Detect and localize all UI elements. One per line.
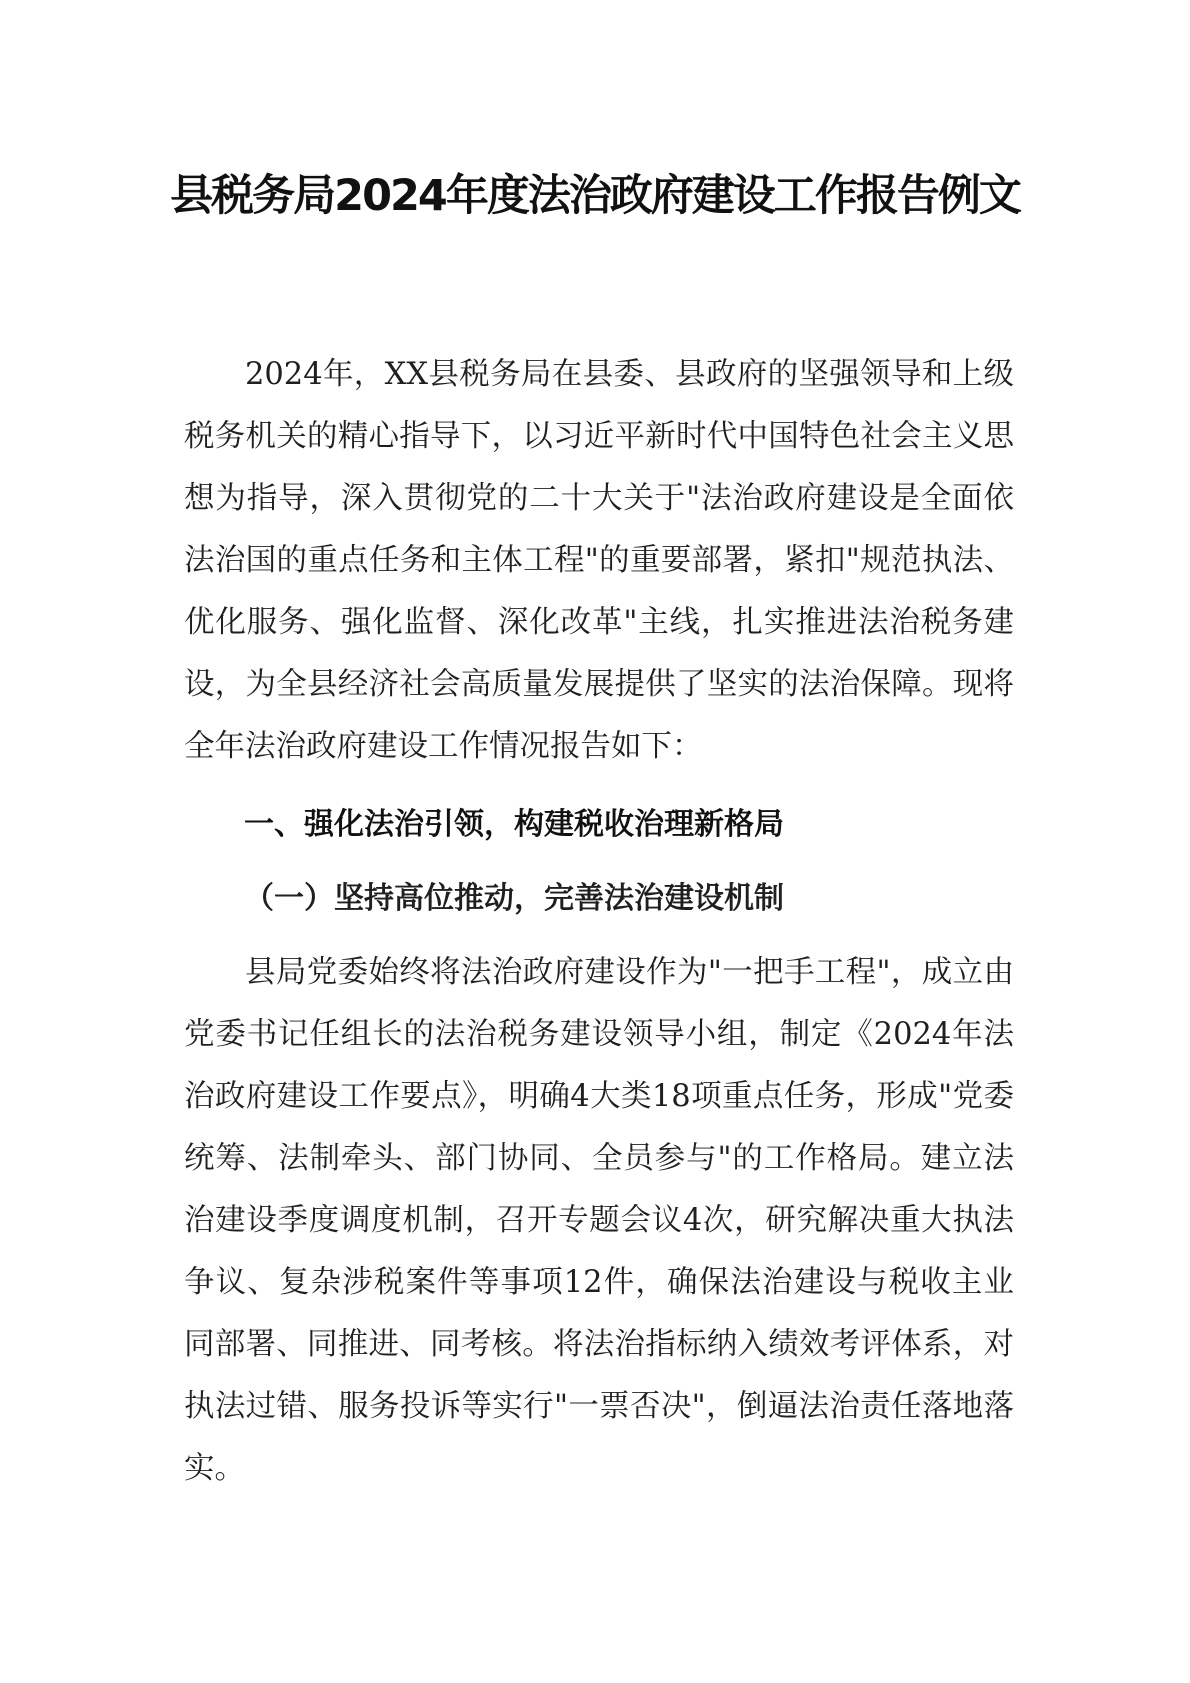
- section-heading: 一、强化法治引领，构建税收治理新格局: [244, 807, 784, 842]
- document-title: 县税务局2024年度法治政府建设工作报告例文: [170, 171, 1020, 221]
- intro-paragraph: 2024年，XX县税务局在县委、县政府的坚强领导和上级税务机关的精心指导下，以习近平新时代中国特色社会主义思想为指导，深入贯彻党的二十大关于"法治政府建设是全面依法治国的重点任务和主体工程"的重要部署，紧扣"规范执法、优化服务、强化监督、深化改革"主线，扎实推进法治税务建设，为全县经济社会高质量发展提供了坚实的法治保障。现将全年法治政府建设工作情况报告如下：: [184, 357, 1014, 764]
- body-paragraph: 县局党委始终将法治政府建设作为"一把手工程"，成立由党委书记任组长的法治税务建设领导小组，制定《2024年法治政府建设工作要点》，明确4大类18项重点任务，形成"党委统筹、法制牵头、部门协同、全员参与"的工作格局。建立法治建设季度调度机制，召开专题会议4次，研究解决重大执法争议、复杂涉税案件等事项12件，确保法治建设与税收主业同部署、同推进、同考核。将法治指标纳入绩效考评体系，对执法过错、服务投诉等实行"一票否决"，倒逼法治责任落地落实。: [184, 955, 1014, 1486]
- document-body: [184, 344, 1014, 1500]
- subsection-heading: （一）坚持高位推动，完善法治建设机制: [244, 881, 784, 916]
